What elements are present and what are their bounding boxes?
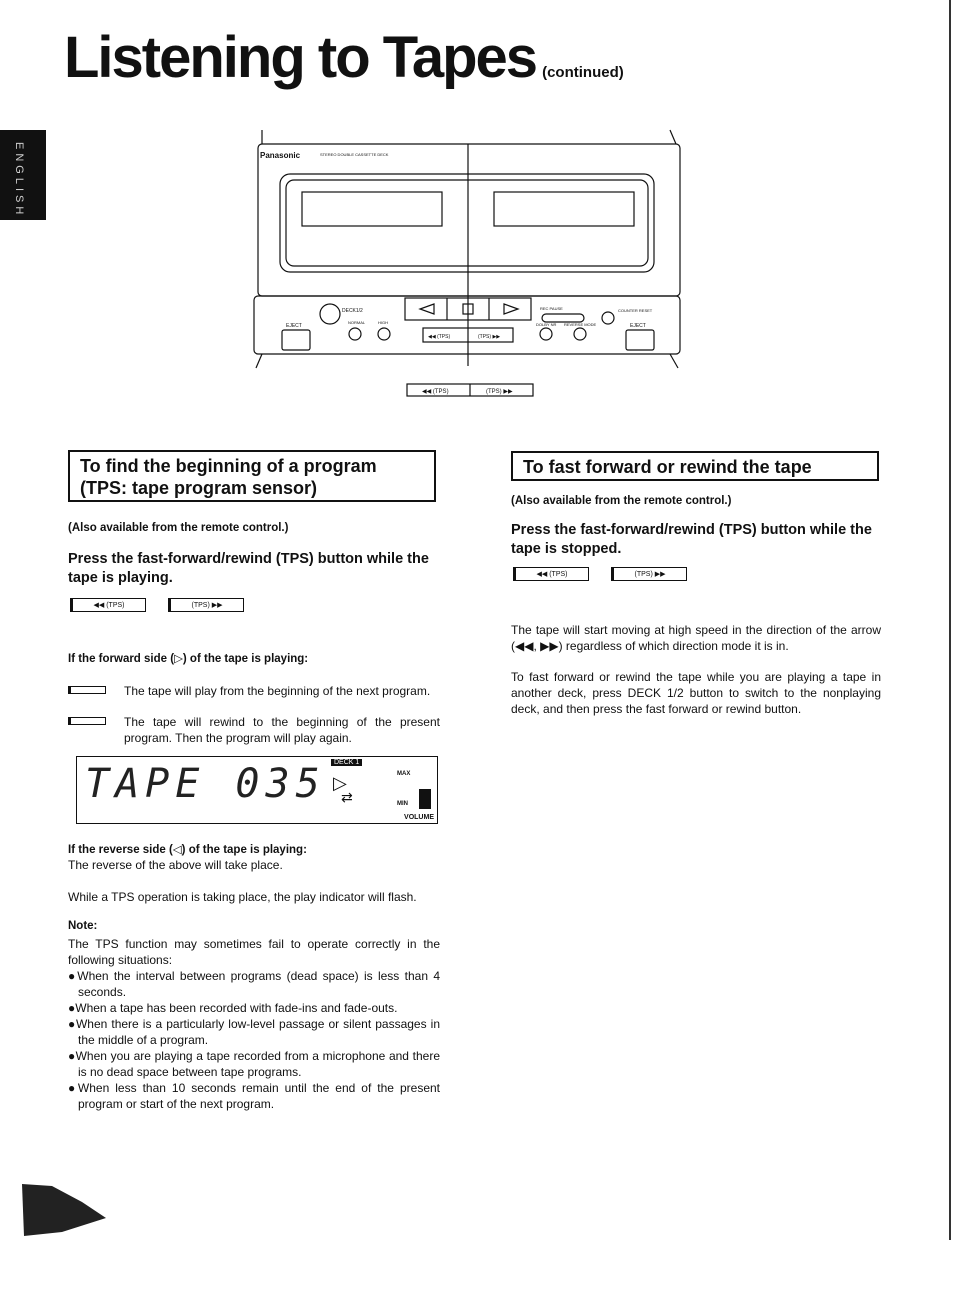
tps-section-heading xyxy=(68,450,436,502)
reverse-mode-label: REVERSE MODE xyxy=(564,322,597,327)
ff-rew-paragraph-2: To fast forward or rewind the tape while you are playing a tape in another deck, press DECK 1/2 button to switch to the nonplaying deck, and then press the fast forward or rewind button. xyxy=(511,670,881,716)
page-title-text: Listening to Tapes xyxy=(64,25,537,90)
language-tab xyxy=(0,130,46,220)
lcd-deck-indicator: DECK 1 xyxy=(331,759,362,766)
dolby-nr-label: DOLBY NR xyxy=(536,322,557,327)
scan-smudge xyxy=(22,1180,112,1240)
note-intro: The TPS function may sometimes fail to operate correctly in the following situations: xyxy=(68,937,440,967)
tps-button-pair xyxy=(70,598,244,612)
callout-tps-ff: (TPS) ▶▶ xyxy=(486,389,513,395)
cassette-deck-diagram xyxy=(250,128,690,400)
counter-reset-label: COUNTER RESET xyxy=(618,308,653,313)
eject-left-label: EJECT xyxy=(286,323,302,329)
reverse-side-heading: If the reverse side (◁) of the tape is playing: xyxy=(68,844,307,856)
rewind-arrow-icon xyxy=(420,304,434,314)
high-label: HIGH xyxy=(378,320,388,325)
tps-heading-line2: (TPS: tape program sensor) xyxy=(80,478,318,498)
lcd-display xyxy=(76,756,438,824)
note-heading: Note: xyxy=(68,920,98,932)
callout-tps-rew: ◀◀ (TPS) xyxy=(422,389,449,395)
reverse-mode-icon: ⇄ xyxy=(341,789,353,805)
deck-tps-ff: (TPS) ▶▶ xyxy=(478,334,501,340)
normal-label: NORMAL xyxy=(348,320,366,325)
forward-ff-row xyxy=(68,683,440,699)
volume-level-bar xyxy=(419,789,431,809)
forward-ff-text: The tape will play from the beginning of the next program. xyxy=(124,684,431,698)
note-item: ●When you are playing a tape recorded from a microphone and there is no dead space between tape programs. xyxy=(68,1049,440,1079)
rec-pause-label: REC PAUSE xyxy=(540,306,563,311)
reverse-side-text: The reverse of the above will take place. xyxy=(68,858,283,872)
mini-rew-button-icon xyxy=(68,717,106,725)
forward-side-heading: If the forward side (▷) of the tape is playing: xyxy=(68,653,309,665)
page-title xyxy=(64,18,624,113)
note-item: ●When there is a particularly low-level passage or silent passages in the middle of a program. xyxy=(68,1017,440,1047)
note-item: ●When a tape has been recorded with fade-ins and fade-outs. xyxy=(68,1001,398,1015)
ff-rew-instruction: Press the fast-forward/rewind (TPS) button while the tape is stopped. xyxy=(511,522,872,557)
forward-rew-row xyxy=(68,714,440,746)
deck-brand: Panasonic xyxy=(260,151,301,160)
tps-instruction: Press the fast-forward/rewind (TPS) button while the tape is playing. xyxy=(68,551,429,586)
ff-rew-paragraph-1: The tape will start moving at high speed in the direction of the arrow (◀◀, ▶▶) regardless of which direction mode it is in. xyxy=(511,623,881,653)
ff-rew-remote-note: (Also available from the remote control.) xyxy=(511,495,732,507)
lcd-volume-label: VOLUME xyxy=(404,814,434,821)
tps-heading-line1: To find the beginning of a program xyxy=(80,456,377,476)
lcd-max-label: MAX xyxy=(397,771,411,777)
page-title-suffix: (continued) xyxy=(542,64,624,81)
tps-rewind-button[interactable]: ◀◀ (TPS) xyxy=(70,598,146,612)
deck-model-label: STEREO DOUBLE CASSETTE DECK xyxy=(320,152,389,157)
ff-rew-rewind-button[interactable]: ◀◀ (TPS) xyxy=(513,567,589,581)
play-arrow-icon xyxy=(504,304,518,314)
ff-rew-section-heading: To fast forward or rewind the tape xyxy=(511,451,879,481)
note-item: ●When less than 10 seconds remain until the end of the present program or start of the next program. xyxy=(68,1081,440,1111)
mini-ff-button-icon xyxy=(68,686,106,694)
lcd-min-label: MIN xyxy=(397,801,408,807)
note-list xyxy=(68,968,440,1112)
ff-rew-button-pair xyxy=(513,567,687,581)
note-item: ●When the interval between programs (dead space) is less than 4 seconds. xyxy=(68,969,440,999)
lcd-display-text: TAPE 035 xyxy=(85,761,326,807)
page-edge-line xyxy=(949,0,951,1240)
forward-rew-text: The tape will rewind to the beginning of the present program. Then the program will play again. xyxy=(124,715,440,745)
deck-tps-rew: ◀◀ (TPS) xyxy=(428,334,451,340)
tps-flash-text: While a TPS operation is taking place, the play indicator will flash. xyxy=(68,890,417,904)
ff-rew-fast-forward-button[interactable]: (TPS) ▶▶ xyxy=(611,567,687,581)
tps-fast-forward-button[interactable]: (TPS) ▶▶ xyxy=(168,598,244,612)
deck-switch-label: DECK1/2 xyxy=(342,308,363,314)
eject-right-label: EJECT xyxy=(630,323,646,329)
language-tab-label: ENGLISH xyxy=(13,142,25,219)
tps-remote-note: (Also available from the remote control.) xyxy=(68,522,289,534)
play-indicator-icon: ▷ xyxy=(333,773,347,793)
